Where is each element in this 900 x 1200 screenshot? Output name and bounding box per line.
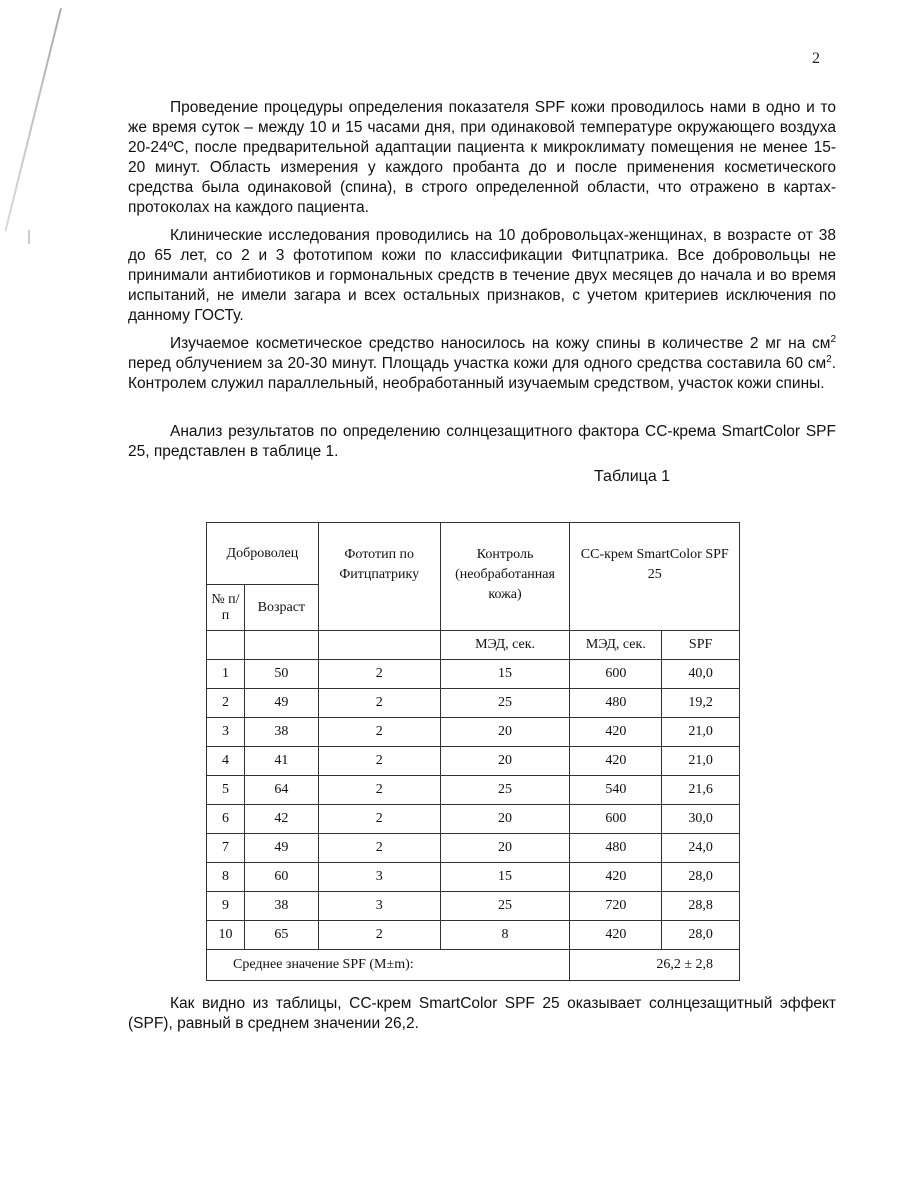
cell-med-product: 480 [570,689,662,718]
cell-number: 6 [207,805,245,834]
cell-spf: 40,0 [662,660,740,689]
paragraph-procedure: Проведение процедуры определения показателя SPF кожи проводилось нами в одно и то же время суток – между 10 и 15 часами дня, при одинаковой температуре окружающего воздуха 20-24ºС, после предварительной адаптации пациента к микроклимату помещения не менее 15-20 минут. Область измерения у каждого пробанта до и после применения косметического средства была одинаковой (спина), в строго определенной области, что отражено в картах-протоколах на каждого пациента. [128,99,836,216]
cell-spf: 28,0 [662,921,740,950]
cell-med-control: 20 [440,718,570,747]
header-number: № п/п [207,585,245,631]
cell-spf: 28,8 [662,892,740,921]
paragraph-application [128,334,836,394]
cell-med-control: 25 [440,776,570,805]
footer-value: 26,2 ± 2,8 [570,950,740,981]
header-volunteer: Доброволец [207,523,319,585]
cell-spf: 21,6 [662,776,740,805]
cell-age: 42 [244,805,318,834]
cell-phototype: 2 [318,689,440,718]
cell-spf: 28,0 [662,863,740,892]
cell-age: 65 [244,921,318,950]
cell-spf: 24,0 [662,834,740,863]
cell-phototype: 2 [318,776,440,805]
cell-age: 38 [244,892,318,921]
cell-med-product: 720 [570,892,662,921]
cell-med-control: 8 [440,921,570,950]
header-empty [318,631,440,660]
cell-number: 5 [207,776,245,805]
cell-med-product: 600 [570,660,662,689]
page-number: 2 [812,50,820,67]
table-row [207,863,740,892]
cell-med-control: 25 [440,892,570,921]
cell-phototype: 2 [318,747,440,776]
table-row [207,834,740,863]
cell-number: 9 [207,892,245,921]
table-row [207,718,740,747]
application-text-part2: перед облучением за 20-30 минут. Площадь участка кожи для одного средства составила 60 см [128,355,827,372]
table-caption: Таблица 1 [594,468,671,485]
cell-phototype: 2 [318,834,440,863]
cell-med-control: 20 [440,834,570,863]
table-row [207,660,740,689]
application-text-part1: Изучаемое косметическое средство наносилось на кожу спины в количестве 2 мг на см [170,335,831,352]
table-row [207,776,740,805]
table-row [207,689,740,718]
cell-med-product: 600 [570,805,662,834]
header-age: Возраст [244,585,318,631]
header-med-product: МЭД, сек. [570,631,662,660]
cell-age: 64 [244,776,318,805]
header-spf: SPF [662,631,740,660]
cell-med-product: 420 [570,863,662,892]
cell-spf: 19,2 [662,689,740,718]
cell-spf: 21,0 [662,718,740,747]
cell-phototype: 2 [318,805,440,834]
paragraph-analysis: Анализ результатов по определению солнцезащитного фактора СС-крема SmartColor SPF 25, представлен в таблице 1. [128,423,836,460]
cell-age: 60 [244,863,318,892]
cell-number: 4 [207,747,245,776]
cell-phototype: 3 [318,863,440,892]
cell-med-product: 420 [570,718,662,747]
footer-label: Среднее значение SPF (M±m): [207,950,570,981]
cell-phototype: 3 [318,892,440,921]
header-phototype: Фототип по Фитцпатрику [318,523,440,631]
cell-med-product: 480 [570,834,662,863]
cell-spf: 21,0 [662,747,740,776]
cell-med-control: 15 [440,660,570,689]
cell-med-product: 540 [570,776,662,805]
cell-med-control: 15 [440,863,570,892]
cell-phototype: 2 [318,718,440,747]
cell-number: 10 [207,921,245,950]
paragraph-conclusion: Как видно из таблицы, СС-крем SmartColor SPF 25 оказывает солнцезащитный эффект (SPF), равный в среднем значении 26,2. [128,995,836,1032]
cell-med-product: 420 [570,747,662,776]
cell-med-product: 420 [570,921,662,950]
scan-artifact-line [4,8,62,232]
cell-age: 41 [244,747,318,776]
superscript-2: 2 [830,333,836,345]
cell-med-control: 20 [440,747,570,776]
header-empty [244,631,318,660]
cell-age: 38 [244,718,318,747]
header-med-control: МЭД, сек. [440,631,570,660]
table-body [207,660,740,950]
header-control: Контроль (необработанная кожа) [440,523,570,631]
cell-phototype: 2 [318,921,440,950]
cell-age: 49 [244,689,318,718]
cell-number: 1 [207,660,245,689]
results-table [206,522,740,981]
table-row [207,921,740,950]
cell-phototype: 2 [318,660,440,689]
cell-number: 2 [207,689,245,718]
cell-med-control: 25 [440,689,570,718]
cell-med-control: 20 [440,805,570,834]
cell-number: 8 [207,863,245,892]
cell-age: 50 [244,660,318,689]
cell-number: 7 [207,834,245,863]
paragraph-clinical-study: Клинические исследования проводились на 10 добровольцах-женщинах, в возрасте от 38 до 65 лет, со 2 и 3 фототипом кожи по классификации Фитцпатрика. Все добровольцы не принимали антибиотиков и гормональных средств в течение двух месяцев до начала и во время испытаний, не имели загара и всех остальных признаков, с учетом критериев исключения по данному ГОСТу. [128,227,836,324]
header-product: СС-крем SmartColor SPF 25 [570,523,740,631]
superscript-2b: 2 [826,353,832,365]
cell-age: 49 [244,834,318,863]
table-row [207,892,740,921]
cell-number: 3 [207,718,245,747]
cell-spf: 30,0 [662,805,740,834]
table-row [207,747,740,776]
header-empty [207,631,245,660]
table-row [207,805,740,834]
scan-artifact-mark [28,230,30,244]
application-text-part3: . Контролем служил параллельный, необработанный изучаемым средством, участок кожи спины. [128,355,836,392]
